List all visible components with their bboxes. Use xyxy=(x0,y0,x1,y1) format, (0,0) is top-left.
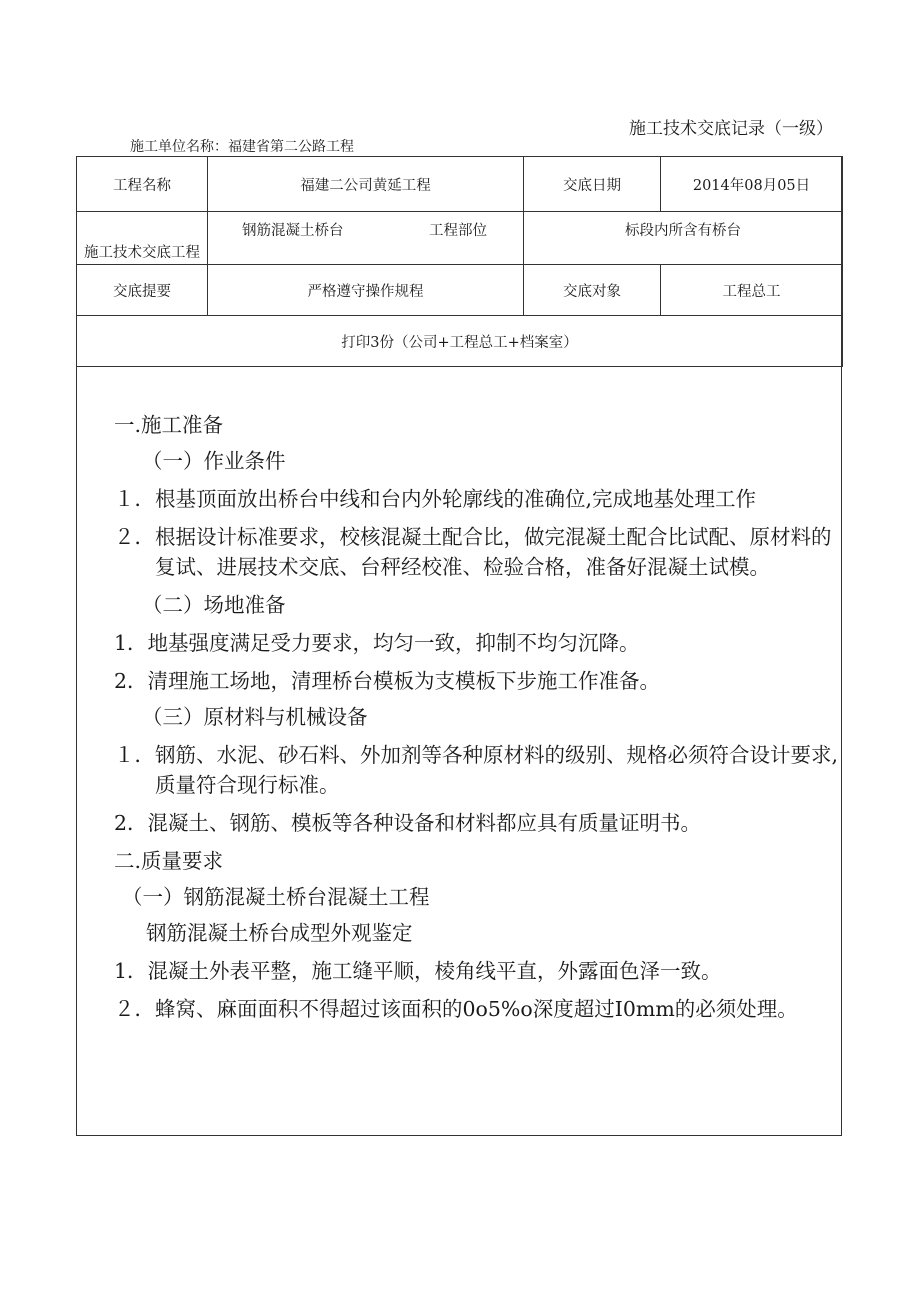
disclosure-summary-label: 交底提要 xyxy=(77,265,208,316)
disclosure-content xyxy=(114,408,844,1022)
numbered-item xyxy=(114,664,844,694)
table-row xyxy=(77,316,843,367)
item-number: ２． xyxy=(114,525,155,549)
item-text: 混凝土外表平整，施工缝平顺，棱角线平直，外露面色泽一致。 xyxy=(147,959,722,983)
construction-unit-label: 施工单位名称： xyxy=(130,139,228,155)
numbered-item xyxy=(114,992,844,1022)
project-name-value: 福建二公司黄延工程 xyxy=(208,157,524,212)
section-heading: （一）作业条件 xyxy=(142,449,286,473)
document-title: 施工技术交底记录（一级） xyxy=(629,119,833,139)
project-part-value: 标段内所含有桥台 xyxy=(625,222,741,239)
print-note: 打印3份（公司+工程总工+档案室） xyxy=(77,316,843,367)
disclosure-date-value: 2014年08月05日 xyxy=(661,157,843,212)
item-text: 根据设计标准要求，校核混凝土配合比，做完混凝土配合比试配、原材料的复试、进展技术交底、台秤经校准、检验合格，准备好混凝土试模。 xyxy=(155,525,832,579)
item-number: １． xyxy=(114,487,155,511)
item-number: １． xyxy=(114,743,155,767)
disclosure-info-table xyxy=(76,156,843,367)
section-heading: 钢筋混凝土桥台成型外观鉴定 xyxy=(146,921,413,945)
numbered-item xyxy=(114,626,844,656)
item-number: 1． xyxy=(114,959,148,983)
item-part-split xyxy=(208,219,523,240)
table-row xyxy=(77,265,843,316)
disclosure-summary-value: 严格遵守操作规程 xyxy=(208,265,524,316)
project-name-label: 工程名称 xyxy=(77,157,208,212)
section-heading: 二.质量要求 xyxy=(114,849,224,873)
numbered-item xyxy=(114,954,844,984)
item-text: 地基强度满足受力要求，均匀一致，抑制不均匀沉降。 xyxy=(147,631,640,655)
disclosure-date-label: 交底日期 xyxy=(524,157,661,212)
item-number: 2． xyxy=(114,669,148,693)
item-number: 2． xyxy=(114,811,148,835)
numbered-item xyxy=(114,482,844,512)
disclosure-target-label: 交底对象 xyxy=(524,265,661,316)
table-row xyxy=(77,157,843,212)
section-heading: （一）钢筋混凝土桥台混凝土工程 xyxy=(122,885,430,909)
item-text: 蜂窝、麻面面积不得超过该面积的0o5%o深度超过I0mm的必须处理。 xyxy=(155,997,798,1021)
numbered-item xyxy=(114,738,844,798)
disclosure-target-value: 工程总工 xyxy=(661,265,843,316)
item-number: ２． xyxy=(114,997,155,1021)
item-text: 钢筋、水泥、砂石料、外加剂等各种原材料的级别、规格必须符合设计要求,质量符合现行标准。 xyxy=(155,743,839,797)
item-text: 混凝土、钢筋、模板等各种设备和材料都应具有质量证明书。 xyxy=(147,811,702,835)
section-heading: （二）场地准备 xyxy=(142,593,286,617)
item-text: 根基顶面放出桥台中线和台内外轮廓线的准确位,完成地基处理工作 xyxy=(155,487,757,511)
project-part-label: 工程部位 xyxy=(429,222,487,239)
item-number: 1． xyxy=(114,631,148,655)
disclosure-item-value: 钢筋混凝土桥台 xyxy=(242,222,344,239)
disclosure-item-cell xyxy=(208,212,524,265)
construction-unit-line xyxy=(130,136,354,156)
numbered-item xyxy=(114,520,844,580)
disclosure-item-label: 施工技术交底工程 xyxy=(77,212,208,265)
section-heading: 一.施工准备 xyxy=(114,413,224,437)
section-heading: （三）原材料与机械设备 xyxy=(142,705,368,729)
table-row xyxy=(77,212,843,265)
item-text: 清理施工场地，清理桥台模板为支模板下步施工作准备。 xyxy=(147,669,661,693)
numbered-item xyxy=(114,806,844,836)
construction-unit-value: 福建省第二公路工程 xyxy=(228,139,354,155)
project-part-cell xyxy=(524,212,843,265)
